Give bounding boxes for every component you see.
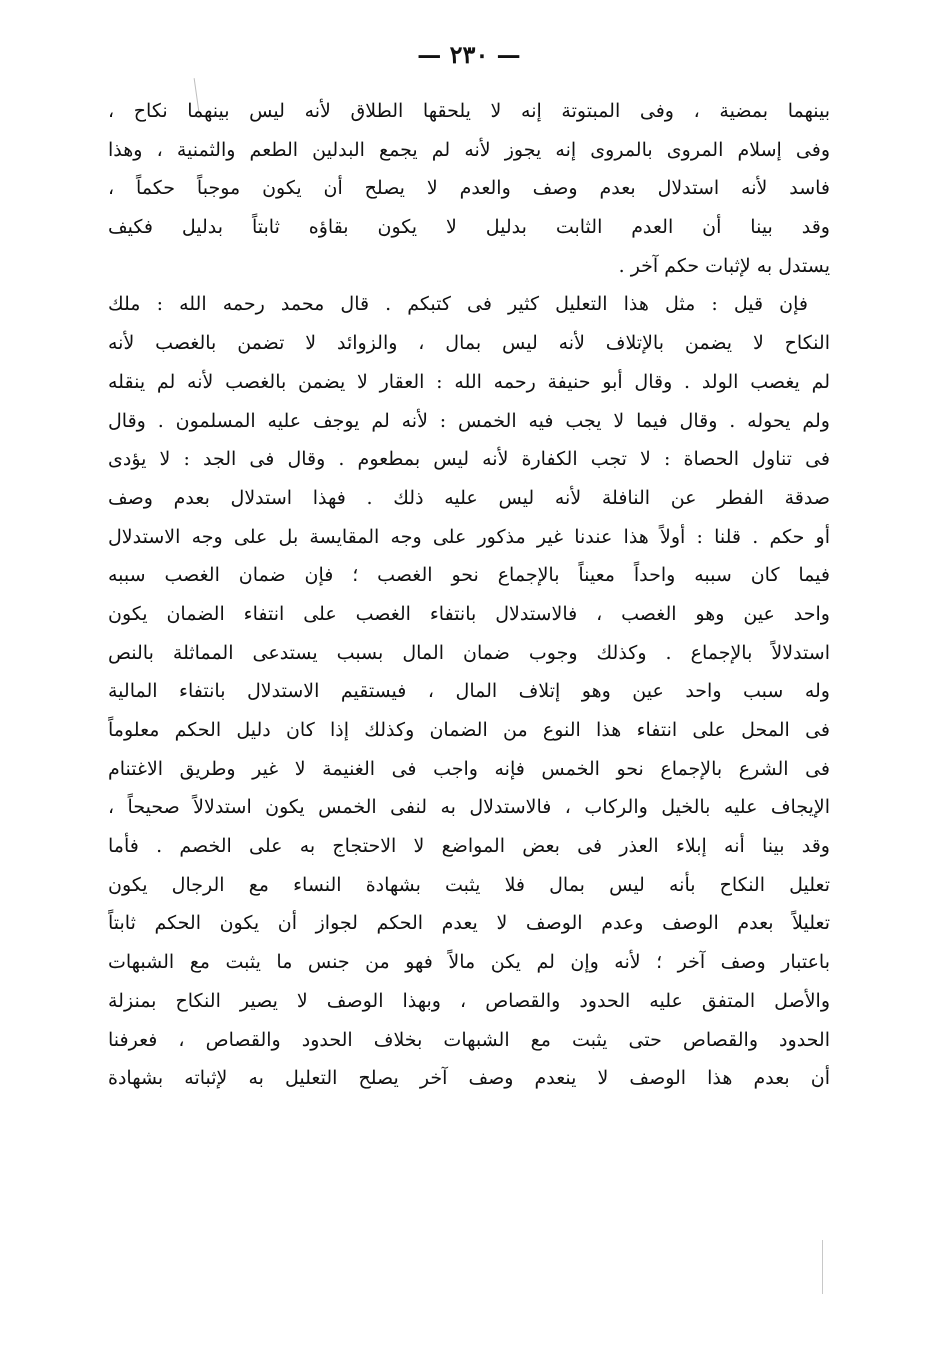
- text-line: وله سبب واحد عين وهو إتلاف المال ، فيستقيم الاستدلال بانتفاء المالية: [108, 680, 830, 703]
- text-line: فى المحل على انتفاء هذا النوع من الضمان وكذلك إذا كان دليل الحكم معلوماً: [108, 719, 830, 741]
- text-line: استدلالاً بالإجماع . وكذلك وجوب ضمان المال بسبب يستدعى المماثلة بالنص: [108, 641, 830, 664]
- text-line: فيما كان سببه واحداً معيناً بالإجماع نحو الغصب ؛ فإن ضمان الغصب سببه: [108, 564, 830, 587]
- text-line: فاسد لأنه استدلال بعدم وصف والعدم لا يصلح أن يكون موجباً حكماً ،: [108, 177, 830, 200]
- page-number: — ٢٣٠ —: [417, 40, 521, 69]
- text-line: لم يغصب الولد . وقال أبو حنيفة رحمه الله : العقار لا يضمن بالغصب لأنه لم ينقله: [108, 370, 830, 393]
- text-line: يستدل به لإثبات حكم آخر .: [618, 254, 830, 277]
- text-line: واحد عين وهو الغصب ، فالاستدلال بانتفاء الغصب على انتفاء الضمان يكون: [108, 602, 830, 625]
- text-line: باعتبار وصف آخر ؛ لأنه وإن لم يكن مالاً فهو من جنس ما يثبت مع الشبهات: [108, 951, 830, 974]
- text-line: فإن قيل : مثل هذا التعليل كثير فى كتبكم . قال محمد رحمه الله : ملك: [108, 293, 808, 316]
- text-line: ولم يحوله . وقال فيما لا يجب فيه الخمس : لأنه لم يوجف عليه المسلمون . وقال: [108, 409, 830, 432]
- text-line: تعليلاً بعدم الوصف وعدم الوصف لا يعدم الحكم لجواز أن يكون الحكم ثابتاً: [108, 912, 830, 935]
- text-line: النكاح لا يضمن بالإتلاف لأنه ليس بمال ، والزوائد لا تضمن بالغصب لأنه: [108, 332, 830, 355]
- text-line: فى تناول الحصاة : لا تجب الكفارة لأنه ليس بمطعوم . وقال فى الجد : لا يؤدى: [108, 448, 830, 471]
- body-text: [108, 92, 830, 1098]
- text-line: صدقة الفطر عن النافلة لأنه ليس عليه ذلك . فهذا استدلال بعدم وصف: [108, 486, 830, 509]
- text-line: والأصل المتفق عليه الحدود والقصاص ، وبهذا الوصف لا يصير النكاح بمنزلة: [108, 989, 830, 1012]
- text-line: بينهما بمضية ، وفى المبتوتة إنه لا يلحقها الطلاق لأنه ليس بينهما نكاح ،: [108, 100, 830, 122]
- text-line: تعليل النكاح بأنه ليس بمال فلا يثبت بشهادة النساء مع الرجال يكون: [108, 873, 830, 896]
- text-line: وفى إسلام المروى بالمروى إنه يجوز لأنه لم يجمع البدلين الطعم والثمنية ، وهذا: [108, 138, 830, 161]
- text-line: الإيجاف عليه بالخيل والركاب ، فالاستدلال به لنفى الخمس يكون استدلالاً صحيحاً ،: [108, 796, 830, 819]
- text-line: أو حكم . قلنا : أولاً هذا عندنا غير مذكور على وجه المقايسة بل على وجه الاستدلال: [108, 525, 830, 548]
- margin-mark: [822, 1240, 823, 1294]
- text-line: وقد بينا أن العدم الثابت بدليل لا يكون بقاؤه ثابتاً بدليل فكيف: [108, 216, 830, 239]
- text-line: الحدود والقصاص حتى يثبت مع الشبهات بخلاف الحدود والقصاص ، فعرفنا: [108, 1028, 830, 1051]
- text-line: وقد بينا أنه إبلاء العذر فى بعض المواضع لا الاحتجاج به على الخصم . فأما: [108, 835, 830, 858]
- text-line: أن بعدم هذا الوصف لا ينعدم وصف آخر يصلح التعليل به لإثباته بشهادة: [108, 1067, 830, 1090]
- text-line: فى الشرع بالإجماع نحو الخمس فإنه واجب فى الغنيمة لا غير وطريق الاغتنام: [108, 757, 830, 780]
